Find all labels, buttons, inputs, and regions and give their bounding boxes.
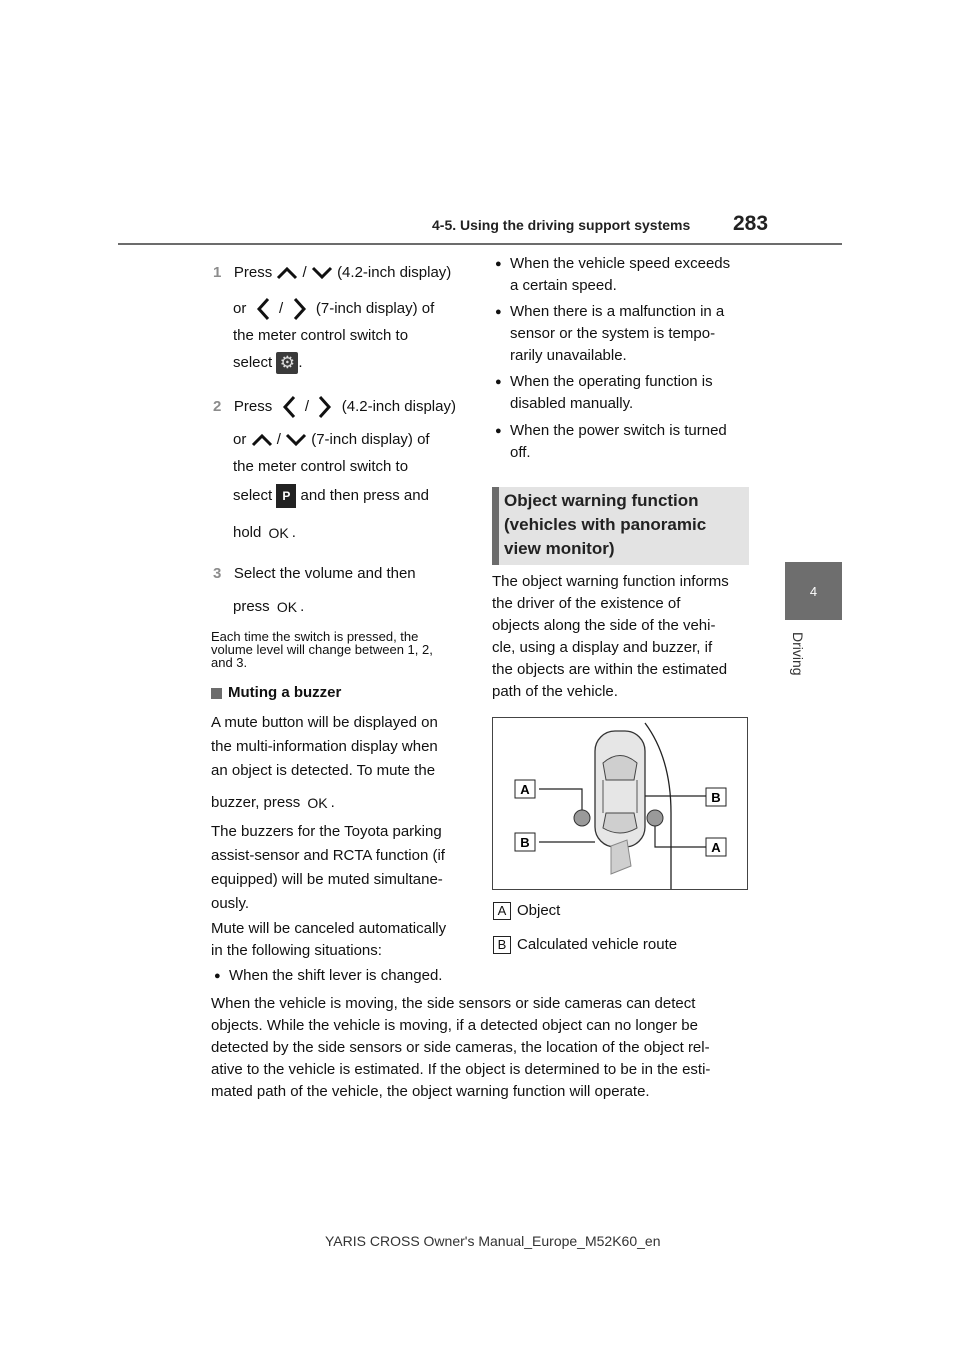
bottom-paragraph: When the vehicle is moving, the side sensors or side cameras can detect objects. While the vehicle is moving, if a detected object can no longer be detected by the side sensors or side cameras, the location of the object rel- ative to the vehicle is estimated. If the object is determined to be in the esti- mated path of the vehicle, the object warning function will operate.: [211, 995, 711, 1100]
step-3-line-1: 3 Select the volume and then: [213, 565, 416, 582]
chevron-down-icon: [285, 433, 307, 447]
step-1-line-1: 1 Press / (4.2-inch display): [213, 264, 452, 281]
step-1-line-3: the meter control switch to: [233, 327, 409, 344]
chevron-left-icon: [281, 395, 297, 419]
object-warning-figure: [492, 717, 748, 890]
legend-object: A Object: [493, 901, 560, 921]
section-title: 4-5. Using the driving support systems: [432, 217, 691, 233]
ok-button-icon: OK: [276, 599, 298, 616]
chevron-right-icon: [317, 395, 333, 419]
chevron-up-icon: [276, 266, 298, 280]
mute-paragraph: A mute button will be displayed on the multi-information display when an object is detected. To mute the: [211, 714, 438, 779]
chevron-up-icon: [251, 433, 273, 447]
object-warning-intro: The object warning function informs the driver of the existence of objects along the side of the vehi- cle, using a display and buzzer, if the objects are within the estimated path of the vehicle.: [492, 573, 729, 700]
square-bullet-icon: [211, 688, 222, 699]
object-warning-heading: Object warning function (vehicles with panoramic view monitor): [492, 487, 749, 565]
step-2-line-1: 2 Press / (4.2-inch display): [213, 395, 456, 419]
bullet-shift-lever: ● When the shift lever is changed.: [229, 965, 442, 987]
ok-button-icon: OK: [307, 795, 328, 812]
step-3-line-2: press OK .: [233, 598, 305, 616]
step-number: 3: [213, 565, 222, 582]
step-2-line-3: the meter control switch to: [233, 458, 409, 475]
legend-key: B: [493, 936, 511, 954]
figure-label-b: B: [520, 835, 530, 850]
bullet-power-off: ● When the power switch is turned off.: [510, 420, 727, 464]
buzzer-paragraph: The buzzers for the Toyota parking assist-sensor and RCTA function (if equipped) will be muted simultane- ously.: [211, 823, 445, 912]
step-2-line-5: hold OK .: [233, 524, 296, 542]
step-1-line-2: or / (7-inch display) of: [233, 297, 434, 321]
chapter-tab-number: 4: [809, 583, 818, 599]
chevron-left-icon: [255, 297, 271, 321]
figure-label-a: A: [520, 782, 530, 797]
bullet-disabled: ● When the operating function is disabled manually.: [510, 371, 713, 415]
chapter-tab-label: Driving: [790, 632, 806, 676]
step-2-line-4: select P and then press and: [233, 484, 429, 508]
parking-assist-icon: P: [276, 484, 296, 508]
manual-footer: YARIS CROSS Owner's Manual_Europe_M52K60_en: [325, 1233, 661, 1249]
muting-heading: Muting a buzzer: [211, 683, 341, 703]
chapter-tab: [785, 562, 842, 620]
ok-button-icon: OK: [268, 525, 289, 542]
volume-note: Each time the switch is pressed, the volume level will change between 1, 2, and 3.: [211, 629, 433, 670]
figure-label-b: B: [711, 790, 721, 805]
legend-key: A: [493, 902, 511, 920]
mute-last-line: buzzer, press OK .: [211, 794, 335, 812]
cancel-paragraph: Mute will be canceled automatically in the following situations:: [211, 920, 447, 959]
bullet-speed: ● When the vehicle speed exceeds a certain speed.: [510, 253, 730, 297]
step-number: 1: [213, 264, 222, 281]
step-1-line-4: select ⚙ .: [233, 353, 303, 372]
page-number: 283: [733, 212, 769, 235]
step-number: 2: [213, 397, 222, 415]
figure-label-a: A: [711, 840, 721, 855]
bullet-malfunction: ● When there is a malfunction in a sensor or the system is tempo- rarily unavailable.: [510, 301, 724, 367]
vehicle-diagram: [493, 718, 747, 889]
header-divider: [118, 243, 842, 245]
settings-gear-icon: ⚙: [276, 352, 298, 374]
legend-route: B Calculated vehicle route: [493, 935, 677, 955]
step-2-line-2: or / (7-inch display) of: [233, 431, 430, 448]
chevron-right-icon: [292, 297, 308, 321]
chevron-down-icon: [311, 266, 333, 280]
